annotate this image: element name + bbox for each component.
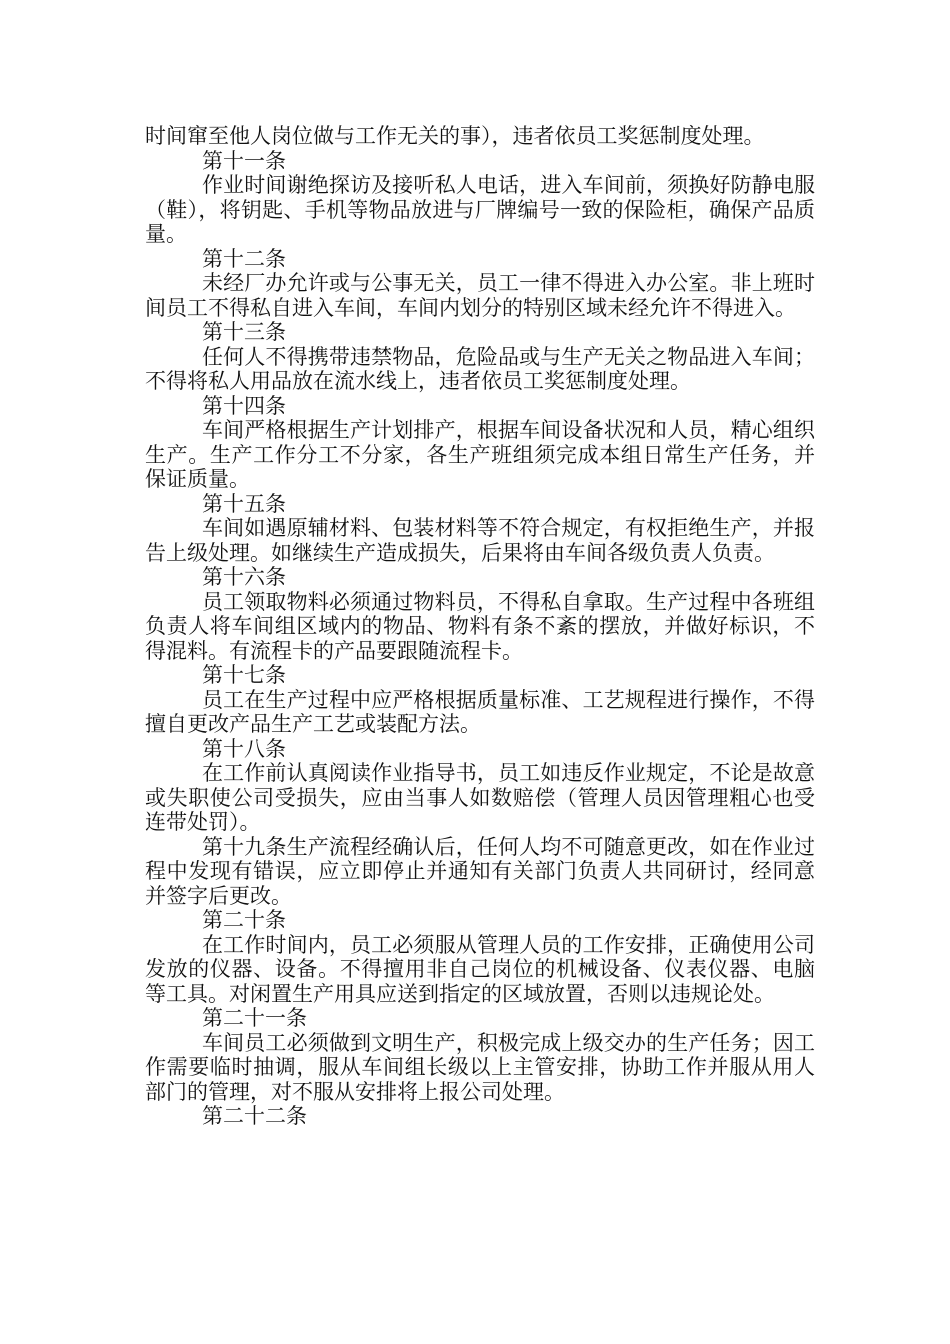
paragraph: 车间严格根据生产计划排产，根据车间设备状况和人员，精心组织生产。生产工作分工不分家，各生产班组须完成本组日常生产任务，并保证质量。 <box>145 418 815 491</box>
paragraph: 在工作时间内，员工必须服从管理人员的工作安排，正确使用公司发放的仪器、设备。不得擅用非自己岗位的机械设备、仪表仪器、电脑等工具。对闲置生产用具应送到指定的区域放置，否则以违规论处。 <box>145 932 815 1006</box>
paragraph: 车间员工必须做到文明生产，积极完成上级交办的生产任务；因工作需要临时抽调，服从车间组长级以上主管安排，协助工作并服从用人部门的管理，对不服从安排将上报公司处理。 <box>145 1030 815 1104</box>
article-heading: 第二十条 <box>202 908 286 932</box>
paragraph: 员工领取物料必须通过物料员，不得私自拿取。生产过程中各班组负责人将车间组区域内的物品、物料有条不紊的摆放，并做好标识，不得混料。有流程卡的产品要跟随流程卡。 <box>145 589 815 663</box>
article-heading: 第十三条 <box>202 320 286 344</box>
paragraph: 在工作前认真阅读作业指导书，员工如违反作业规定，不论是故意或失职使公司受损失，应由当事人如数赔偿（管理人员因管理粗心也受连带处罚）。 <box>145 761 815 834</box>
article-heading: 第十七条 <box>202 663 286 687</box>
paragraph: 时间窜至他人岗位做与工作无关的事），违者依员工奖惩制度处理。 <box>145 124 765 148</box>
article-heading: 第十一条 <box>202 148 286 173</box>
paragraph: 员工在生产过程中应严格根据质量标准、工艺规程进行操作，不得擅自更改产品生产工艺或装配方法。 <box>145 687 815 736</box>
article-heading: 第十二条 <box>202 246 286 271</box>
paragraph: 任何人不得携带违禁物品，危险品或与生产无关之物品进入车间；不得将私人用品放在流水线上，违者依员工奖惩制度处理。 <box>145 344 815 393</box>
article-heading: 第十五条 <box>202 491 286 516</box>
article-heading: 第十六条 <box>202 565 286 589</box>
paragraph: 第十九条生产流程经确认后，任何人均不可随意更改，如在作业过程中发现有错误，应立即停止并通知有关部门负责人共同研讨，经同意并签字后更改。 <box>145 834 815 908</box>
paragraph: 作业时间谢绝探访及接听私人电话，进入车间前，须换好防静电服（鞋），将钥匙、手机等物品放进与厂牌编号一致的保险柜，确保产品质量。 <box>145 173 815 246</box>
article-heading: 第二十二条 <box>202 1104 307 1128</box>
paragraph: 车间如遇原辅材料、包装材料等不符合规定，有权拒绝生产，并报告上级处理。如继续生产造成损失，后果将由车间各级负责人负责。 <box>145 516 815 565</box>
paragraph: 未经厂办允许或与公事无关，员工一律不得进入办公室。非上班时间员工不得私自进入车间，车间内划分的特别区域未经允许不得进入。 <box>145 271 815 320</box>
article-heading: 第十八条 <box>202 736 286 761</box>
document-body <box>145 124 815 1129</box>
article-heading: 第十四条 <box>202 393 286 418</box>
article-heading: 第二十一条 <box>202 1006 307 1030</box>
